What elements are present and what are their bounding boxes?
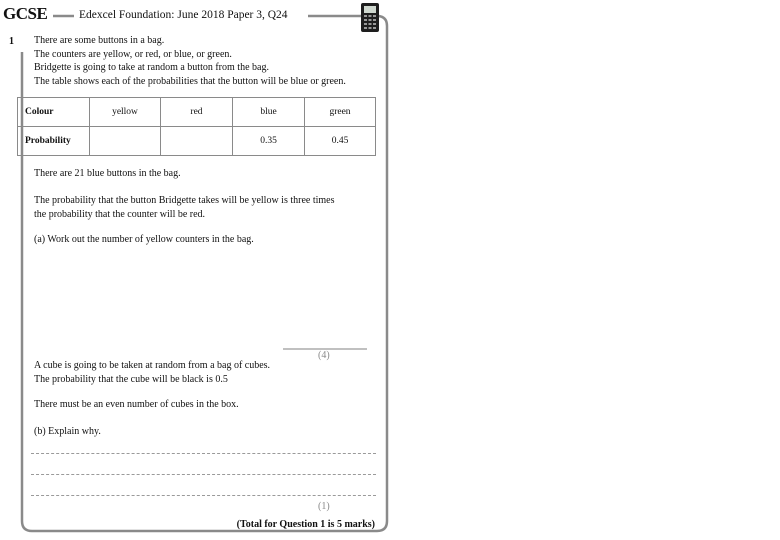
- info-blue-count: There are 21 blue buttons in the bag.: [34, 168, 181, 179]
- part-a-marks: (4): [318, 350, 330, 361]
- part-b-marks: (1): [318, 501, 330, 512]
- table-header-cell: red: [161, 98, 233, 127]
- table-cell: [161, 127, 233, 156]
- intro-line: There are some buttons in a bag.: [34, 35, 165, 46]
- calculator-icon: [361, 3, 379, 32]
- cube-even-statement: There must be an even number of cubes in the box.: [34, 399, 239, 410]
- cube-line: The probability that the cube will be black is 0.5: [34, 373, 228, 385]
- paper-source-title: Edexcel Foundation: June 2018 Paper 3, Q24: [79, 9, 288, 21]
- intro-line: The table shows each of the probabilities that the button will be blue or green.: [34, 75, 346, 87]
- table-row: [18, 98, 376, 127]
- table-header-cell: green: [305, 98, 376, 127]
- info-line: The probability that the button Bridgette takes will be yellow is three times: [34, 195, 335, 206]
- answer-line-b[interactable]: [31, 495, 376, 496]
- table-cell: 0.45: [305, 127, 376, 156]
- probability-table: [17, 97, 376, 156]
- part-a-question: (a) Work out the number of yellow counters in the bag.: [34, 234, 254, 245]
- question-total-marks: (Total for Question 1 is 5 marks): [236, 519, 375, 530]
- table-cell: [90, 127, 161, 156]
- table-header-cell: Colour: [18, 98, 90, 127]
- table-header-cell: blue: [233, 98, 305, 127]
- cube-context: [34, 359, 270, 386]
- part-b-question: (b) Explain why.: [34, 426, 101, 437]
- question-number: 1: [9, 36, 14, 47]
- table-header-cell: yellow: [90, 98, 161, 127]
- info-line: the probability that the counter will be red.: [34, 208, 206, 220]
- intro-line: Bridgette is going to take at random a button from the bag.: [34, 62, 269, 73]
- table-cell: Probability: [18, 127, 90, 156]
- table-row: [18, 127, 376, 156]
- answer-line-b[interactable]: [31, 474, 376, 475]
- gcse-logo: GCSE: [3, 4, 48, 23]
- info-probability-relation: [34, 194, 335, 221]
- table-cell: 0.35: [233, 127, 305, 156]
- intro-line: The counters are yellow, or red, or blue, or green.: [34, 48, 232, 60]
- question-intro: [34, 34, 346, 88]
- cube-line: A cube is going to be taken at random from a bag of cubes.: [34, 360, 271, 371]
- answer-line-b[interactable]: [31, 453, 376, 454]
